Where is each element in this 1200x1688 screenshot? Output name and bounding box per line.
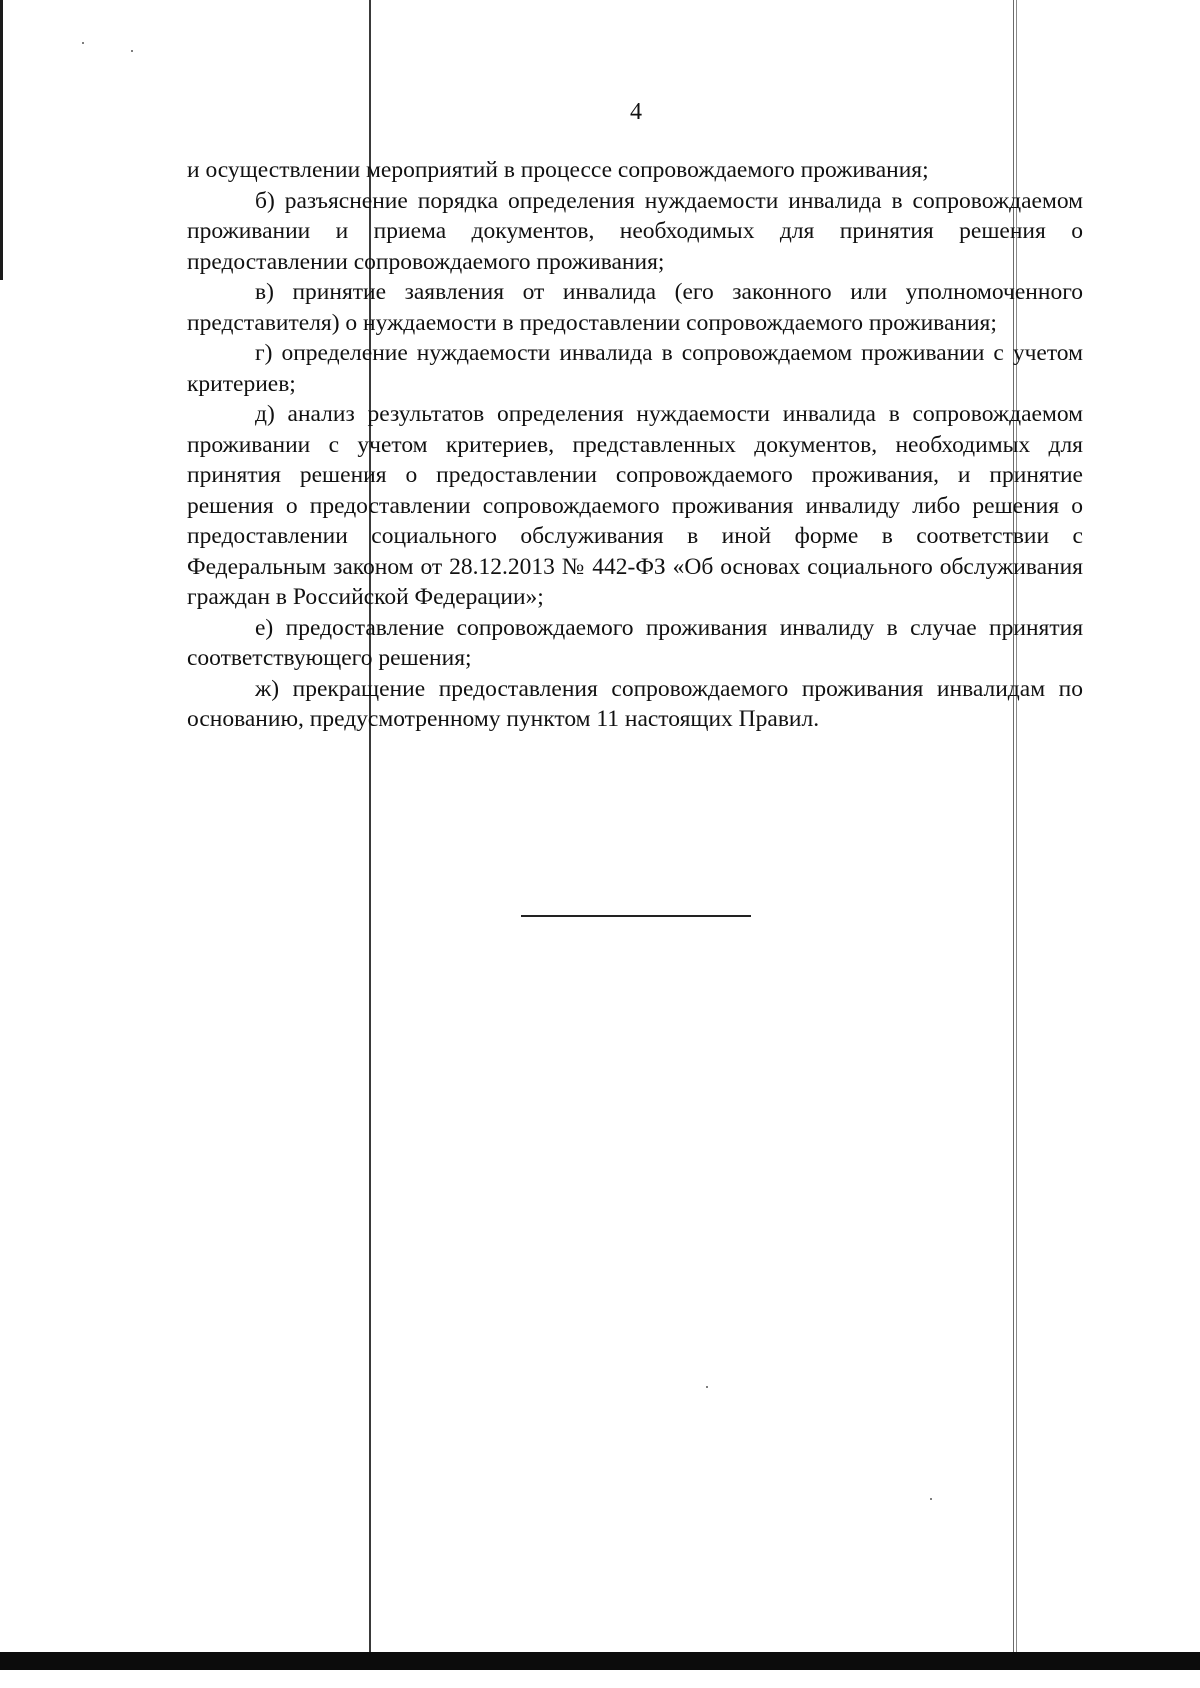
scan-artifact-bottom-band — [0, 1652, 1200, 1670]
end-of-text-rule — [521, 915, 751, 917]
paragraph-item-g: г) определение нуждаемости инвалида в сопровождаемом проживании с учетом критериев; — [187, 340, 1083, 397]
page-number: 4 — [630, 99, 642, 125]
scan-artifact-dot — [82, 42, 84, 44]
scan-artifact-dot — [706, 1386, 708, 1388]
paragraph-item-v: в) принятие заявления от инвалида (его законного или уполномоченного представителя) о нуждаемости в предоставлении сопровождаемого проживания; — [187, 279, 1083, 336]
document-body — [187, 155, 1083, 735]
scan-artifact-dot — [131, 50, 133, 52]
paragraph-item-e: е) предоставление сопровождаемого проживания инвалиду в случае принятия соответствующего решения; — [187, 614, 1083, 671]
paragraph-continuation: и осуществлении мероприятий в процессе сопровождаемого проживания; — [187, 157, 929, 183]
paragraph-item-zh: ж) прекращение предоставления сопровождаемого проживания инвалидам по основанию, предусмотренному пунктом 11 настоящих Правил. — [187, 675, 1083, 732]
paragraph-item-b: б) разъяснение порядка определения нуждаемости инвалида в сопровождаемом проживании и приема документов, необходимых для принятия решения о предоставлении сопровождаемого проживания; — [187, 187, 1083, 275]
paragraph-item-d: д) анализ результатов определения нуждаемости инвалида в сопровождаемом проживании с учетом критериев, представленных документов, необходимых для принятия решения о предоставлении сопровождаемого проживания, и принятие решения о предоставлении сопровождаемого проживания инвалиду либо решения о предоставлении социального обслуживания в иной форме в соответствии с Федеральным законом от 28.12.2013 № 442-ФЗ «Об основах социального обслуживания граждан в Российской Федерации»; — [187, 401, 1083, 610]
scan-artifact-left-edge — [0, 0, 3, 280]
scan-artifact-dot — [930, 1498, 932, 1500]
